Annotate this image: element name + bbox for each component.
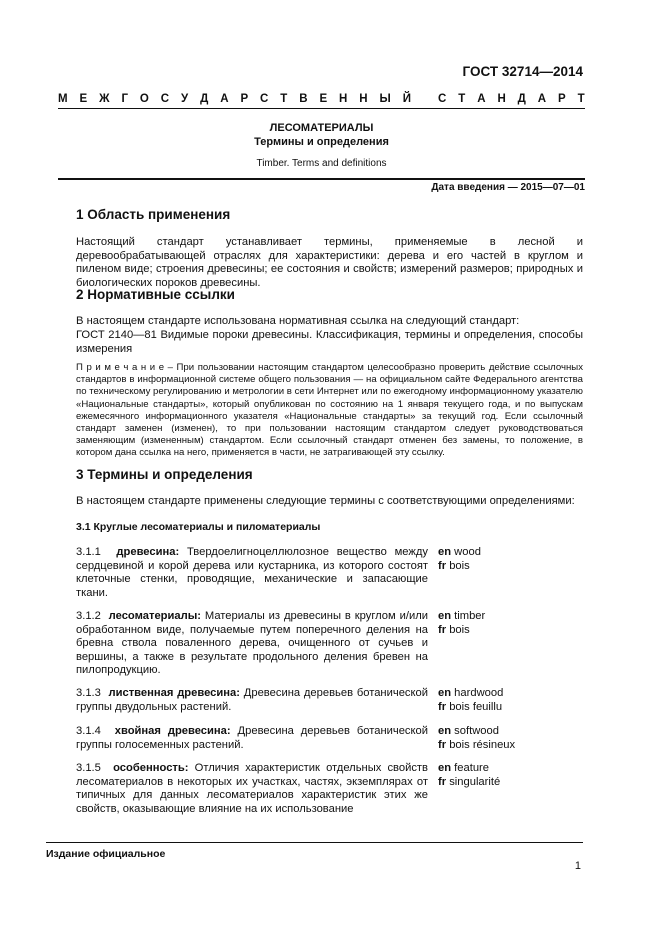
section-1-heading: 1 Область применения [76,207,231,222]
section-2-text-2: ГОСТ 2140—81 Видимые пороки древесины. Классификация, термины и определения, способы измерения [76,329,583,355]
term-equivalents: en timber fr bois [438,610,486,636]
banner-letter [423,93,426,105]
banner-letter: Й [402,93,411,105]
banner-letter: Н [359,93,368,105]
banner-letter: Т [458,93,466,105]
banner-letter: Д [517,93,526,105]
term-definition: 3.1.1 древесина: Твердоелигноцеллюлозное вещество между сердцевиной и корой дерева или кустарника, из которого состоят клеточные стенки, проводящие, механические и запасающие ткани. [76,546,428,599]
term-entry [76,546,583,600]
banner-letter: С [160,93,170,105]
term-equivalents: en feature fr singularité [438,762,501,788]
term-entry [76,762,583,816]
term-entry [76,687,583,714]
footer-rule [46,842,583,843]
banner-letter: А [477,93,486,105]
term-equivalents: en hardwood fr bois feuillu [438,687,504,713]
section-2-heading: 2 Нормативные ссылки [76,287,235,302]
section-2-text-1: В настоящем стандарте использована нормативная ссылка на следующий стандарт: [76,315,520,327]
banner-letter: С [438,93,447,105]
banner-letter: А [220,93,229,105]
banner-letter: Д [200,93,209,105]
banner-letter: У [181,93,189,105]
title-english: Timber. Terms and definitions [256,158,387,169]
page-number: 1 [574,860,581,872]
banner-letter: С [260,93,269,105]
standard-number: ГОСТ 32714—2014 [462,64,583,79]
title-rule [58,178,585,180]
term-definition: 3.1.4 хвойная древесина: Древесина деревьев ботанической группы голосеменных растений. [76,725,429,751]
title-sub: Термины и определения [254,136,389,148]
banner-letter: Р [558,93,566,105]
term-entry [76,610,583,678]
banner-letter: Е [319,93,328,105]
title-block [58,121,585,171]
header-rule [58,108,585,109]
banner-letter: Р [240,93,249,105]
term-definition: 3.1.2 лесоматериалы: Материалы из древесины в круглом и/или обработанном виде, получаемые путем поперечного деления на бревна ствола поваленного дерева, очищенного от сучьев и вершины, а также в результате продольного деления бревен на пилопродукцию. [76,610,428,676]
banner-letter: О [139,93,149,105]
term-equivalents: en softwood fr bois résineux [438,725,516,751]
term-definition: 3.1.5 особенность: Отличия характеристик отдельных свойств лесоматериалов в некоторых их участках, частях, экземплярах от типичных для данных лесоматериалов характеристик этих же свойств, оказывающие влияние на их использование [76,762,428,815]
term-definition: 3.1.3 лиственная древесина: Древесина деревьев ботанической группы двудольных растений. [76,687,428,713]
banner-letter: В [299,93,308,105]
edition-label: Издание официальное [46,848,166,860]
term-entry [76,725,583,752]
note-text: – При пользовании настоящим стандартом целесообразно проверить действие ссылочных стандартов в информационной системе общего пользования — на официальном сайте Федерального агентства по техническому регулированию и метрологии в сети Интернет или по ежегодному информационному указателю «Национальные стандарты», который опубликован по состоянию на 1 января текущего года, и по выпускам ежемесячного информационного указателя «Национальные стандарты» за текущий год. Если ссылочный стандарт заменен (изменен), то при пользовании настоящим стандартом следует руководствоваться заменяющим (измененным) стандартом. Если ссылочный стандарт отменен без замены, то положение, в котором дана ссылка на него, применяется в части, не затрагивающей эту ссылку. [76,362,583,459]
banner-letter: Е [79,93,88,105]
banner-letter: Н [497,93,506,105]
banner-letter: Г [121,93,128,105]
section-3-text: В настоящем стандарте применены следующие термины с соответствующими определениями: [76,495,575,507]
banner-letter: Т [577,93,585,105]
note-label: П р и м е ч а н и е [76,362,165,373]
banner-letter: Н [339,93,348,105]
section-2-note [76,362,583,460]
banner-letter: М [58,93,68,105]
banner-letter: А [537,93,547,105]
title-main: ЛЕСОМАТЕРИАЛЫ [269,122,374,134]
banner-letter: Ж [99,93,110,105]
term-equivalents: en wood fr bois [438,546,481,572]
interstate-standard-banner [58,93,585,105]
intro-date: Дата введения — 2015—07—01 [431,182,585,193]
section-3-heading: 3 Термины и определения [76,467,253,482]
banner-letter: Ы [379,93,391,105]
section-1-text: Настоящий стандарт устанавливает термины, применяемые в лесной и деревообрабатывающей отраслях для характеристики: дерева и его частей в круглом и пиленом виде; строения древесины; ее состояния и свойств; измерений размеров; природных и биологических пороков древесины. [76,236,583,289]
section-3-1-heading: 3.1 Круглые лесоматериалы и пиломатериалы [76,521,321,533]
banner-letter: Т [280,93,288,105]
